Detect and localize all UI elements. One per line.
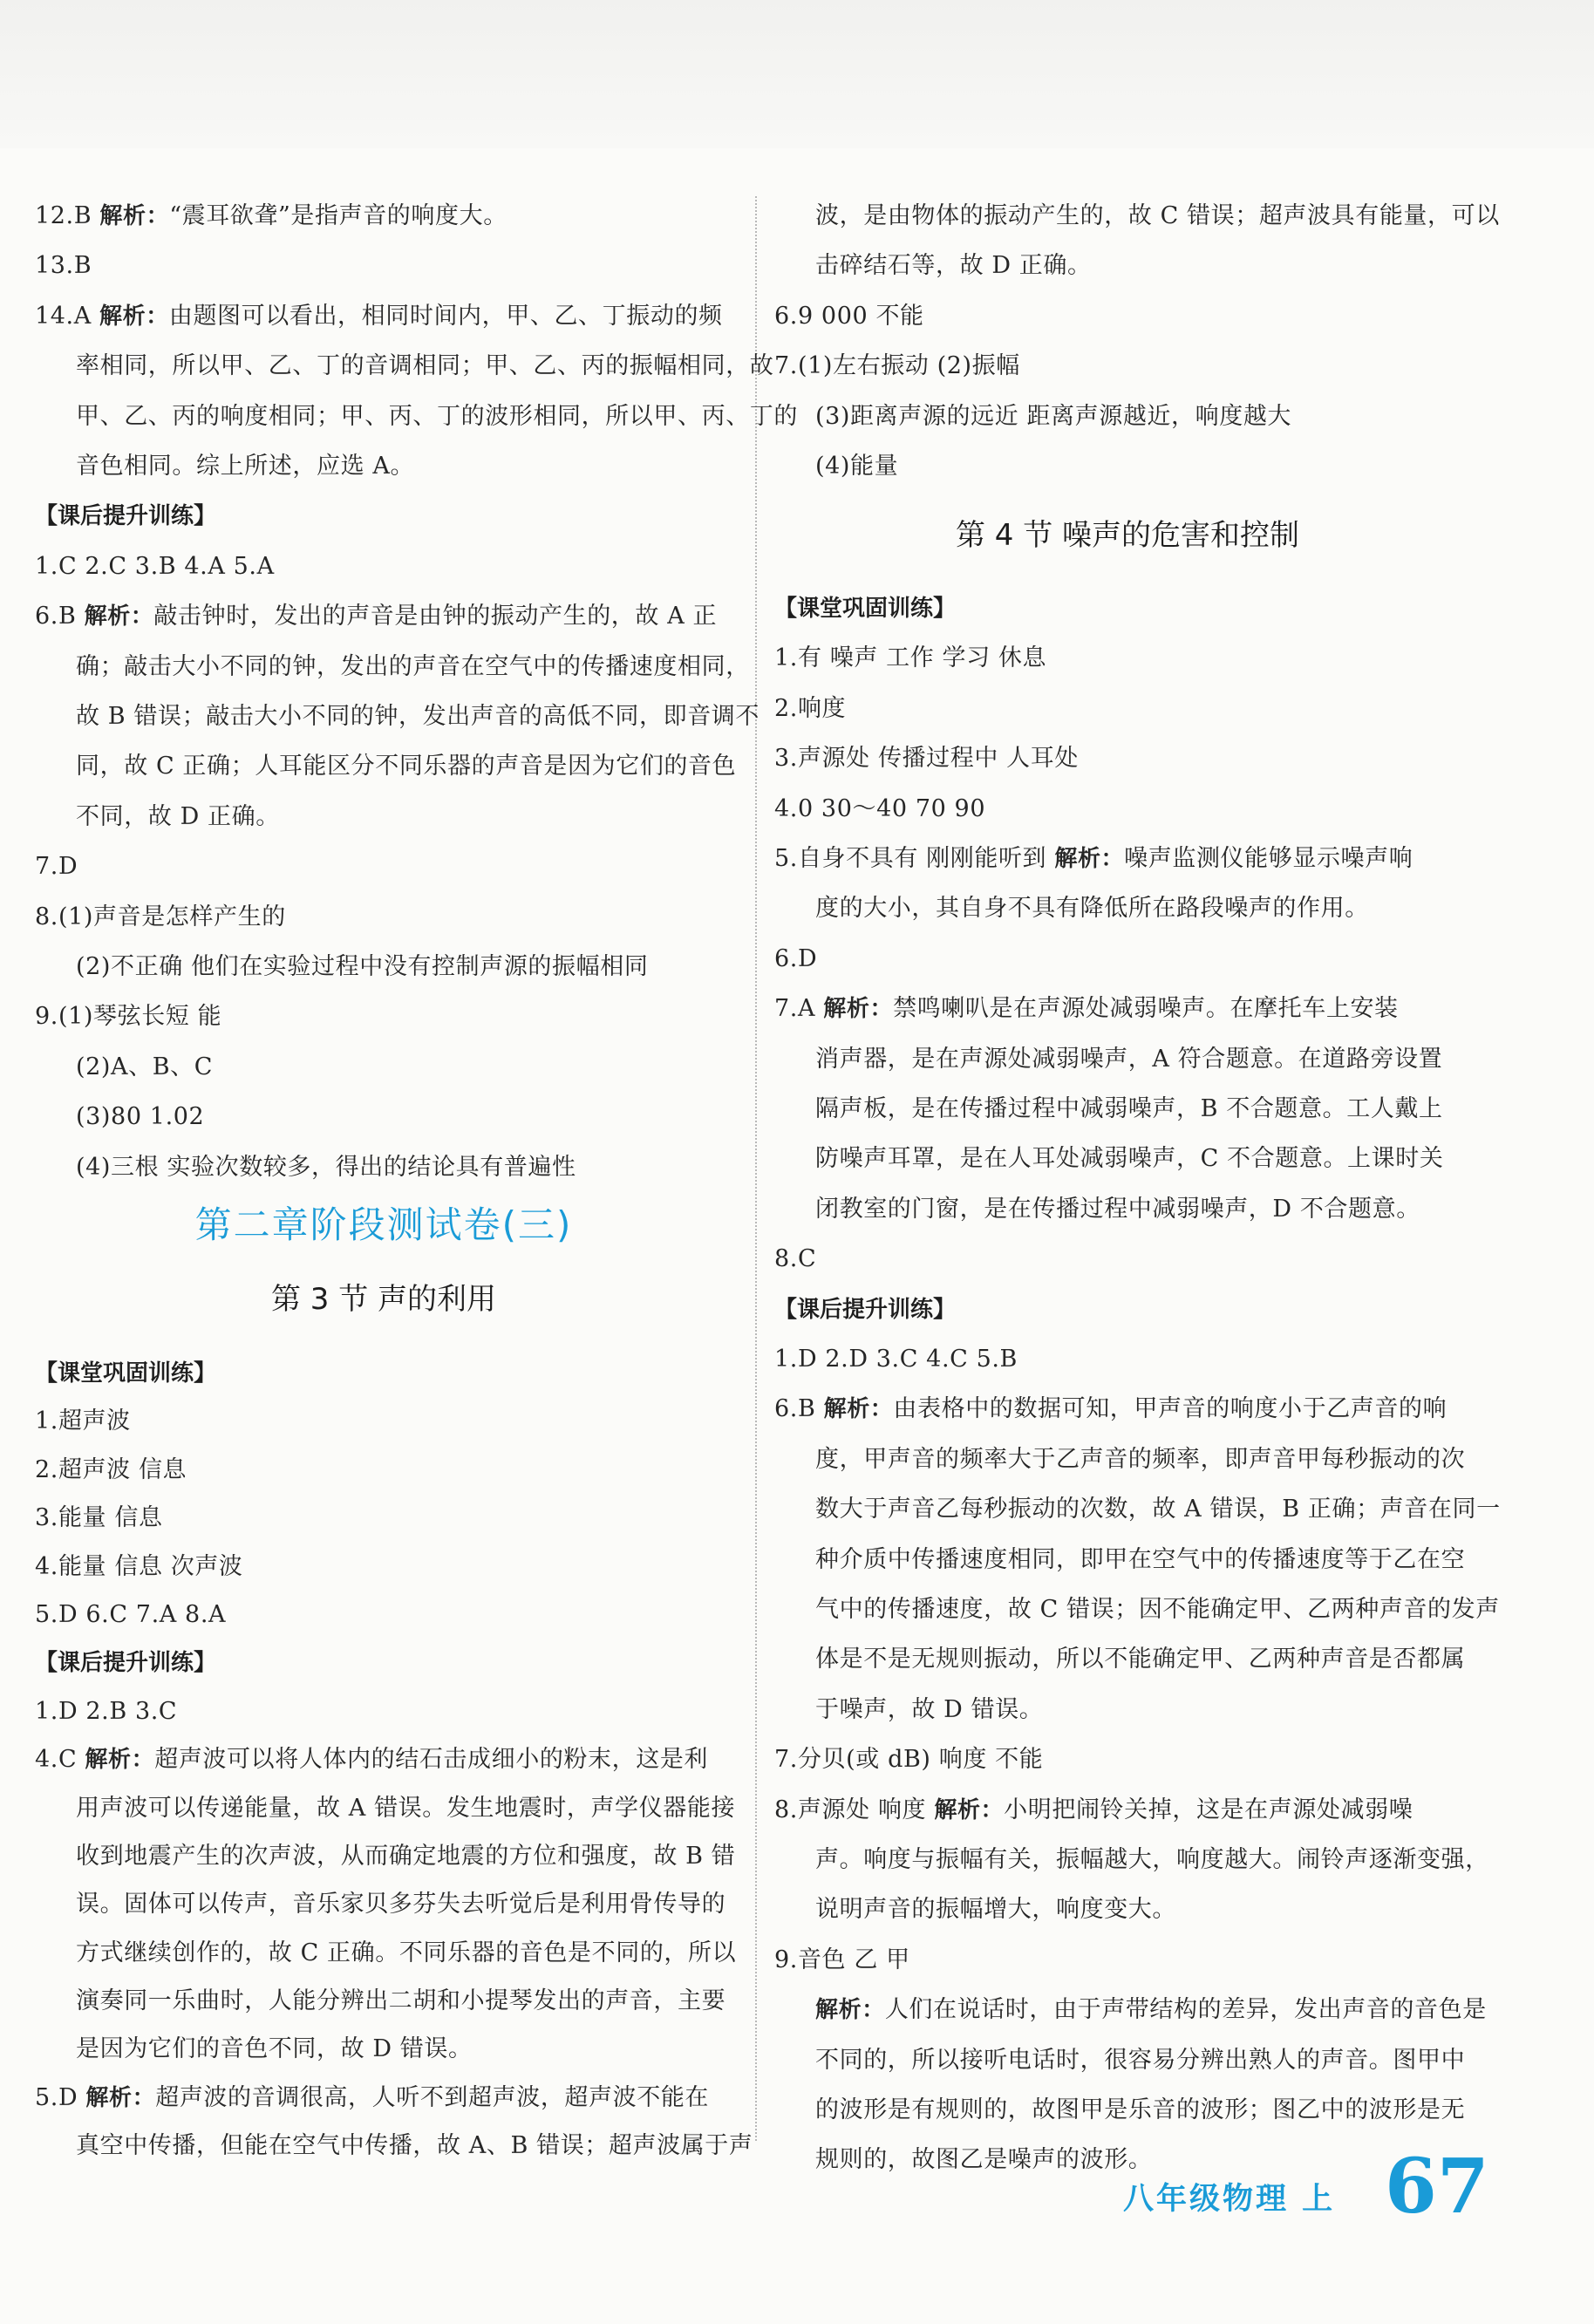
answer-number: 13.B [35, 252, 92, 279]
answer-text: (2)不正确 他们在实验过程中没有控制声源的振幅相同 [76, 953, 649, 980]
answer-line [774, 734, 1481, 783]
answer-continuation [774, 442, 1481, 491]
answer-continuation [774, 1035, 1481, 1084]
answer-text: (4)能量 [815, 453, 899, 480]
answer-number: 12.B [35, 202, 92, 229]
answer-number: 5.D 6.C 7.A 8.A [35, 1601, 227, 1628]
answer-line [35, 1591, 732, 1639]
answer-number: 1.有 噪声 工作 学习 休息 [774, 644, 1047, 671]
answer-continuation [774, 1536, 1481, 1585]
section-header: 【课后提升训练】 [774, 1297, 957, 1323]
answer-text: 由题图可以看出，相同时间内，甲、乙、丁振动的频 [168, 303, 723, 330]
answer-continuation [774, 392, 1481, 441]
analysis-label: 解析： [823, 996, 894, 1022]
chapter-title: 第二章阶段测试卷(三) [194, 1203, 573, 1246]
analysis-label: 解析： [823, 1396, 894, 1422]
page-number: 67 [1385, 2143, 1489, 2231]
answer-text: (2)A、B、C [76, 1053, 214, 1080]
answer-line [774, 785, 1481, 834]
answer-text: 数大于声音乙每秒振动的次数，故 A 错误，B 正确；声音在同一 [815, 1496, 1501, 1523]
answer-line [35, 1397, 732, 1446]
answer-continuation [774, 1836, 1489, 1884]
answer-continuation [774, 1686, 1481, 1734]
answer-number: 1.超声波 [35, 1407, 131, 1435]
answer-number: 6.B [35, 603, 77, 630]
answer-text: 说明声音的振幅增大，响度变大。 [815, 1896, 1176, 1923]
answer-number: 6.B [774, 1395, 816, 1422]
answer-number: 9.音色 乙 甲 [774, 1946, 910, 1973]
answer-text: 敲击钟时，发出的声音是由钟的振动产生的，故 A 正 [153, 603, 718, 630]
answer-number: 5.自身不具有 刚刚能听到 [774, 845, 1047, 872]
answer-continuation [35, 2025, 732, 2074]
answer-number: 2.响度 [774, 695, 847, 722]
answer-continuation [35, 742, 737, 791]
analysis-label: 解析： [99, 203, 170, 229]
answer-line [35, 542, 732, 591]
section-header: 【课后提升训练】 [35, 1650, 217, 1676]
answer-number: 2.超声波 信息 [35, 1456, 187, 1483]
answer-continuation [774, 1435, 1481, 1484]
answer-text: 不同，故 D 正确。 [76, 803, 280, 830]
answer-text: 体是不是无规则振动，所以不能确定甲、乙两种声音是否都属 [815, 1646, 1466, 1673]
answer-continuation [774, 1585, 1500, 1634]
answer-text: 音色相同。综上所述，应选 A。 [76, 453, 415, 480]
answer-line [35, 242, 732, 290]
answer-text: 隔声板，是在传播过程中减弱噪声，B 不合题意。工人戴上 [815, 1095, 1443, 1122]
answer-text: “震耳欲聋”是指声音的响度大。 [169, 202, 507, 229]
answer-line [35, 1494, 732, 1543]
answer-line [774, 835, 1481, 883]
answer-continuation [35, 1977, 732, 2026]
answer-number: 1.C 2.C 3.B 4.A 5.A [35, 553, 275, 580]
answer-line [774, 685, 1481, 733]
answer-text: 禁鸣喇叭是在声源处减弱噪声。在摩托车上安装 [893, 995, 1399, 1022]
answer-continuation [35, 692, 760, 741]
answer-text: 由表格中的数据可知，甲声音的响度小于乙声音的响 [893, 1395, 1448, 1422]
answer-text: 种介质中传播速度相同，即甲在空气中的传播速度等于乙在空 [815, 1546, 1466, 1573]
answer-text: 波，是由物体的振动产生的，故 C 错误；超声波具有能量，可以 [815, 202, 1500, 229]
answer-continuation [35, 392, 798, 441]
answer-line [774, 1936, 1481, 1985]
answer-text: 人们在说话时，由于声带结构的差异，发出声音的音色是 [884, 1996, 1487, 2023]
answer-number: 6.D [774, 945, 818, 972]
answer-line [35, 292, 732, 341]
answer-continuation [35, 943, 732, 992]
answer-text: 度，甲声音的频率大于乙声音的频率，即声音甲每秒振动的次 [815, 1446, 1466, 1473]
answer-continuation [774, 242, 1481, 290]
answer-line [774, 342, 1481, 391]
answer-line [774, 292, 1481, 341]
answer-continuation [774, 192, 1500, 241]
answer-text: 演奏同一乐曲时，人能分辨出二胡和小提琴发出的声音，主要 [76, 1987, 726, 2014]
answer-text: 声。响度与振幅有关，振幅越大，响度越大。闹铃声逐渐变强， [815, 1846, 1489, 1873]
answer-continuation [35, 342, 774, 391]
page-top-band [0, 0, 1594, 148]
answer-continuation [35, 1832, 736, 1881]
answer-number: 4.0 30～40 70 90 [774, 795, 986, 822]
answer-number: 8.声源处 响度 [774, 1796, 927, 1823]
answer-text: 超声波的音调很高，人听不到超声波，超声波不能在 [155, 2084, 710, 2111]
answer-line [35, 1687, 732, 1736]
answer-line [774, 935, 1481, 984]
answer-text: 甲、乙、丙的响度相同；甲、丙、丁的波形相同，所以甲、丙、丁的 [76, 403, 798, 430]
answer-text: 用声波可以传递能量，故 A 错误。发生地震时，声学仪器能接 [76, 1795, 736, 1822]
answer-line [35, 592, 732, 641]
answer-continuation [774, 1485, 1501, 1534]
answer-number: 7.(1)左右振动 (2)振幅 [774, 352, 1020, 379]
answer-continuation [35, 1784, 736, 1833]
answer-text: 故 B 错误；敲击大小不同的钟，发出声音的高低不同，即音调不 [76, 703, 760, 730]
answer-number: 8.C [774, 1245, 817, 1272]
answer-text: 小明把闹铃关掉，这是在声源处减弱噪 [1004, 1796, 1413, 1823]
answer-continuation [35, 442, 732, 491]
answer-number: 9.(1)琴弦长短 能 [35, 1003, 222, 1030]
answer-line [35, 192, 732, 241]
answer-text: 度的大小，其自身不具有降低所在路段噪声的作用。 [815, 895, 1369, 922]
answer-number: 7.分贝(或 dB) 响度 不能 [774, 1746, 1044, 1773]
section-header: 【课后提升训练】 [35, 503, 217, 529]
answer-text: 于噪声，故 D 错误。 [815, 1696, 1044, 1723]
answer-text: 的波形是有规则的，故图甲是乐音的波形；图乙中的波形是无 [815, 2096, 1466, 2123]
answer-text: 真空中传播，但能在空气中传播，故 A、B 错误；超声波属于声 [76, 2132, 753, 2159]
answer-continuation [774, 2086, 1481, 2135]
answer-continuation [35, 2122, 753, 2171]
answer-number: 1.D 2.B 3.C [35, 1698, 178, 1725]
answer-line [35, 992, 732, 1041]
answer-continuation [774, 1185, 1481, 1234]
answer-number: 3.能量 信息 [35, 1504, 163, 1531]
answer-line [774, 1735, 1481, 1784]
answer-continuation [774, 1085, 1481, 1134]
answer-text: 方式继续创作的，故 C 正确。不同乐器的音色是不同的，所以 [76, 1939, 737, 1966]
answer-text: 闭教室的门窗，是在传播过程中减弱噪声，D 不合题意。 [815, 1196, 1420, 1223]
answer-text: 同，故 C 正确；人耳能区分不同乐器的声音是因为它们的音色 [76, 753, 737, 780]
answer-text: 规则的，故图乙是噪声的波形。 [815, 2146, 1153, 2173]
answer-number: 7.D [35, 853, 78, 880]
answer-line [774, 985, 1481, 1033]
answer-continuation [774, 1885, 1481, 1934]
answer-text: 率相同，所以甲、乙、丁的音调相同；甲、乙、丙的振幅相同，故 [76, 352, 774, 379]
answer-continuation [35, 643, 750, 692]
answer-continuation [774, 1135, 1481, 1183]
section-title: 第 4 节 噪声的危害和控制 [955, 518, 1300, 553]
footer-grade-subject: 八年级物理 上 [1123, 2182, 1336, 2217]
answer-line [35, 1446, 732, 1495]
answer-continuation [774, 2036, 1481, 2085]
answer-number: 1.D 2.D 3.C 4.C 5.B [774, 1346, 1018, 1373]
answer-line [774, 1986, 1487, 2034]
answer-number: 3.声源处 传播过程中 人耳处 [774, 745, 1079, 772]
answer-continuation [35, 793, 732, 842]
answer-line [35, 1735, 732, 1784]
answer-number: 6.9 000 不能 [774, 303, 924, 330]
answer-line [35, 842, 732, 891]
analysis-label: 解析： [934, 1797, 1005, 1823]
analysis-label: 解析： [84, 603, 154, 630]
answer-text: 击碎结石等，故 D 正确。 [815, 252, 1092, 279]
analysis-label: 解析： [1054, 846, 1125, 872]
answer-line [35, 893, 732, 942]
answer-text: (4)三根 实验次数较多，得出的结论具有普遍性 [76, 1154, 576, 1181]
answer-text: 不同的，所以接听电话时，很容易分辨出熟人的声音。图甲中 [815, 2047, 1466, 2074]
answer-text: 噪声监测仪能够显示噪声响 [1124, 845, 1413, 872]
answer-number: 5.D [35, 2084, 78, 2111]
answer-number: 8.(1)声音是怎样产生的 [35, 903, 286, 930]
answer-line [774, 1335, 1481, 1384]
section-header: 【课堂巩固训练】 [35, 1360, 217, 1387]
answer-text: 防噪声耳罩，是在人耳处减弱噪声，C 不合题意。上课时关 [815, 1145, 1444, 1172]
answer-line [35, 2074, 732, 2123]
analysis-label: 解析： [99, 303, 169, 330]
answer-text: 误。固体可以传声，音乐家贝多芬失去听觉后是利用骨传导的 [76, 1891, 726, 1918]
answer-line [774, 1786, 1481, 1835]
answer-text: 消声器，是在声源处减弱噪声，A 符合题意。在道路旁设置 [815, 1046, 1443, 1073]
answer-text: (3)80 1.02 [76, 1103, 205, 1130]
answer-line [774, 1385, 1481, 1434]
answer-text: 是因为它们的音色不同，故 D 错误。 [76, 2035, 473, 2062]
answer-continuation [35, 1093, 732, 1142]
answer-line [774, 1235, 1481, 1284]
answer-continuation [35, 1880, 732, 1929]
answer-text: 超声波可以将人体内的结石击成细小的粉末，这是利 [154, 1746, 709, 1773]
analysis-label: 解析： [85, 2085, 156, 2111]
section-header: 【课堂巩固训练】 [774, 596, 957, 622]
answer-continuation [774, 884, 1481, 933]
section-title: 第 3 节 声的利用 [270, 1282, 497, 1317]
answer-continuation [774, 1635, 1481, 1684]
answer-line [774, 634, 1481, 683]
answer-text: 气中的传播速度，故 C 错误；因不能确定甲、乙两种声音的发声 [815, 1596, 1500, 1623]
analysis-label: 解析： [85, 1747, 155, 1773]
answer-continuation [35, 1043, 732, 1092]
column-divider [755, 196, 757, 2141]
answer-text: 确；敲击大小不同的钟，发出的声音在空气中的传播速度相同， [76, 653, 750, 680]
answer-text: (3)距离声源的远近 距离声源越近，响度越大 [815, 403, 1292, 430]
answer-number: 7.A [774, 995, 816, 1022]
answer-continuation [35, 1143, 732, 1192]
answer-line [35, 1543, 732, 1591]
answer-number: 14.A [35, 303, 92, 330]
answer-text: 收到地震产生的次声波，从而确定地震的方位和强度，故 B 错 [76, 1843, 736, 1870]
answer-number: 4.能量 信息 次声波 [35, 1553, 243, 1580]
answer-number: 4.C [35, 1746, 78, 1773]
analysis-label: 解析： [815, 1997, 885, 2023]
answer-continuation [35, 1929, 737, 1978]
